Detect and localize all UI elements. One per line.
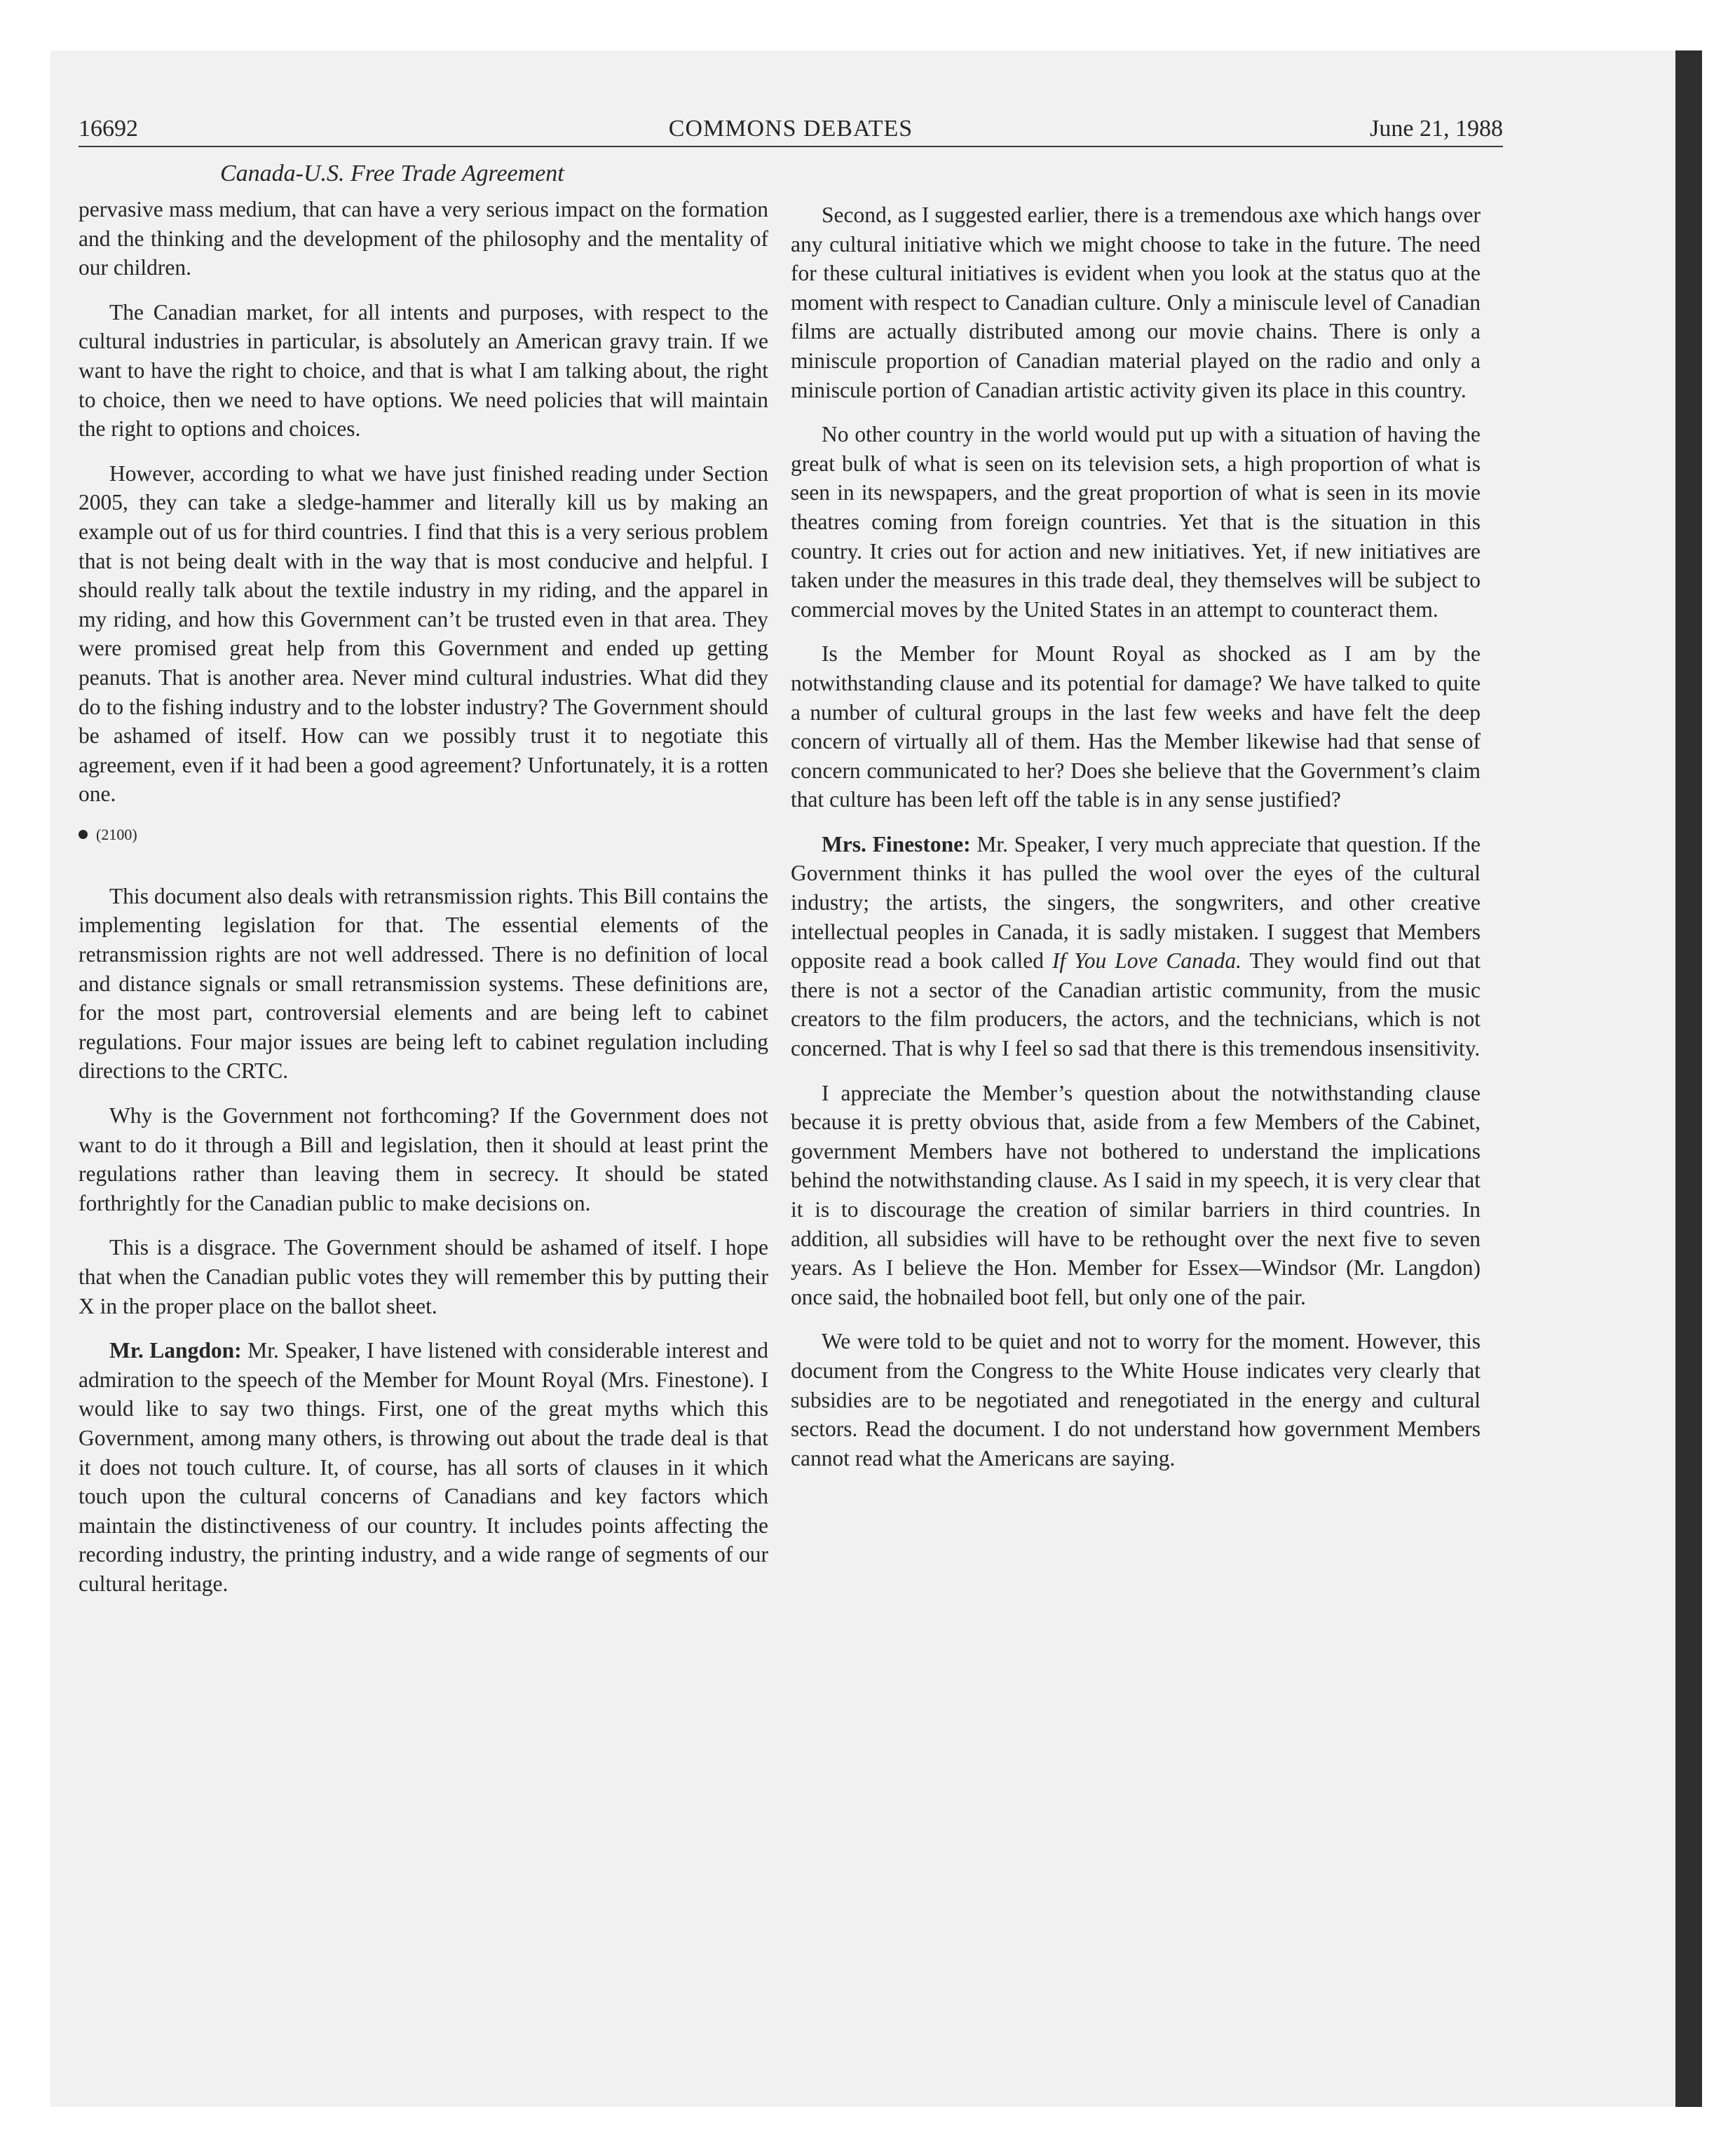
speech-paragraph	[791, 830, 1481, 1063]
paragraph: Is the Member for Mount Royal as shocked as I am by the notwithstanding clause and its potential for damage? We have talked to quite a number of cultural groups in the last few weeks and have felt the deep concern of virtually all of them. Has the Member likewise had that sense of concern communicated to her? Does she believe that the Government’s claim that culture has been left off the table is in any sense justified?	[791, 641, 1481, 812]
paragraph: However, according to what we have just finished reading under Section 2005, they can take a sledge-hammer and literally kill us by making an example out of us for third countries. I find that this is a very serious problem that is not being dealt with in the way that is most conducive and helpful. I should really talk about the textile industry in my riding, and the apparel in my riding, and how this Government can’t be trusted even in that area. They were promised great help from this Government and ended up getting peanuts. That is another area. Never mind cultural industries. What did they do to the fishing industry and to the lobster industry? The Government should be ashamed of itself. How can we possibly trust it to negotiate this agreement, even if it had been a good agreement? Unfortunately, it is a rotten one.	[79, 460, 768, 807]
speech-text: They would find out that there is not a sector of the Canadian artistic community, from the music creators to the film producers, the actors, and the technicians, which is not concerned. That is why I feel so sad that there is this tremendous insensitivity.	[791, 948, 1481, 1061]
page-header	[79, 112, 1503, 147]
paragraph: pervasive mass medium, that can have a very serious impact on the formation and the thinking and the development of the philosophy and the mentality of our children.	[79, 197, 768, 280]
paragraph: The Canadian market, for all intents and purposes, with respect to the cultural industries in particular, is absolutely an American gravy train. If we want to have the right to choice, and that is what I am talking about, the right to choice, then we need to have options. We need policies that will maintain the right to options and choices.	[79, 299, 768, 442]
paragraph: No other country in the world would put up with a situation of having the great bulk of what is seen on its television sets, a high proportion of what is seen in its newspapers, and the great proportion of what is seen in its movie theatres coming from foreign countries. Yet that is the situation in this country. It cries out for action and new initiatives. Yet, if new initiatives are taken under the measures in this trade deal, they themselves will be subject to commercial moves by the United States in an attempt to counteract them.	[791, 422, 1481, 622]
left-column	[79, 195, 768, 1614]
speaker-name: Mrs. Finestone:	[822, 831, 971, 857]
page-date: June 21, 1988	[1370, 116, 1503, 142]
paragraph: This document also deals with retransmission rights. This Bill contains the implementing legislation for that. The essential elements of the retransmission rights are not well addressed. There is no definition of local and distance signals or small retransmission systems. These definitions are, for the most part, controversial elements and are being left to cabinet regulations. Four major issues are being left to cabinet regulation including directions to the CRTC.	[79, 883, 768, 1084]
speech-paragraph	[79, 1336, 768, 1598]
paragraph: We were told to be quiet and not to worry for the moment. However, this document from the Congress to the White House indicates very clearly that subsidies are to be negotiated and renegotiated in the energy and cultural sectors. Read the document. I do not understand how government Members cannot read what the Americans are saying.	[791, 1329, 1481, 1471]
right-column	[791, 200, 1481, 1488]
speaker-name: Mr. Langdon:	[109, 1338, 242, 1363]
scan-edge-bar	[1675, 50, 1702, 2107]
publication-title: COMMONS DEBATES	[668, 116, 913, 142]
paragraph: Why is the Government not forthcoming? If the Government does not want to do it through a Bill and legislation, then it should at least print the regulations rather than leaving them in secrecy. It should be stated forthrightly for the Canadian public to make decisions on.	[79, 1103, 768, 1215]
bullet-icon	[79, 830, 88, 839]
paragraph: Second, as I suggested earlier, there is a tremendous axe which hangs over any cultural initiative which we might choose to take in the future. The need for these cultural initiatives is evident when you look at the status quo at the moment with respect to Canadian culture. Only a miniscule level of Canadian films are actually distributed among our movie chains. There is only a miniscule proportion of Canadian material played on the radio and only a miniscule portion of Canadian artistic activity given its place in this country.	[791, 203, 1481, 402]
section-title: Canada-U.S. Free Trade Agreement	[220, 161, 564, 186]
paragraph: I appreciate the Member’s question about the notwithstanding clause because it is pretty obvious that, aside from a few Members of the Cabinet, government Members have not bothered to understand the implications behind the notwithstanding clause. As I said in my speech, it is very clear that it is to discourage the creation of similar barriers in third countries. In addition, all subsidies will have to be rethought over the next five to seven years. As I believe the Hon. Member for Essex—Windsor (Mr. Langdon) once said, the hobnailed boot fell, but only one of the pair.	[791, 1080, 1481, 1309]
time-marker-label: (2100)	[96, 825, 137, 843]
time-marker	[79, 824, 768, 845]
book-title: If You Love Canada.	[1052, 948, 1242, 974]
speech-text: Mr. Speaker, I very much appreciate that question. If the Government thinks it has pulled the wool over the eyes of the cultural industry; the artists, the singers, the songwriters, and other creative intellectual peoples in Canada, it is sadly mistaken. I suggest that Members opposite read a book called	[791, 831, 1481, 974]
speech-text: Mr. Speaker, I have listened with considerable interest and admiration to the speech of the Member for Mount Royal (Mrs. Finestone). I would like to say two things. First, one of the great myths which this Government, among many others, is throwing out about the trade deal is that it does not touch culture. It, of course, has all sorts of clauses in it which touch upon the cultural concerns of Canadians and key factors which maintain the distinctiveness of our country. It includes points affecting the recording industry, the printing industry, and a wide range of segments of our cultural heritage.	[79, 1338, 768, 1596]
page-number: 16692	[79, 116, 138, 142]
paragraph: This is a disgrace. The Government should be ashamed of itself. I hope that when the Canadian public votes they will remember this by putting their X in the proper place on the ballot sheet.	[79, 1235, 768, 1318]
